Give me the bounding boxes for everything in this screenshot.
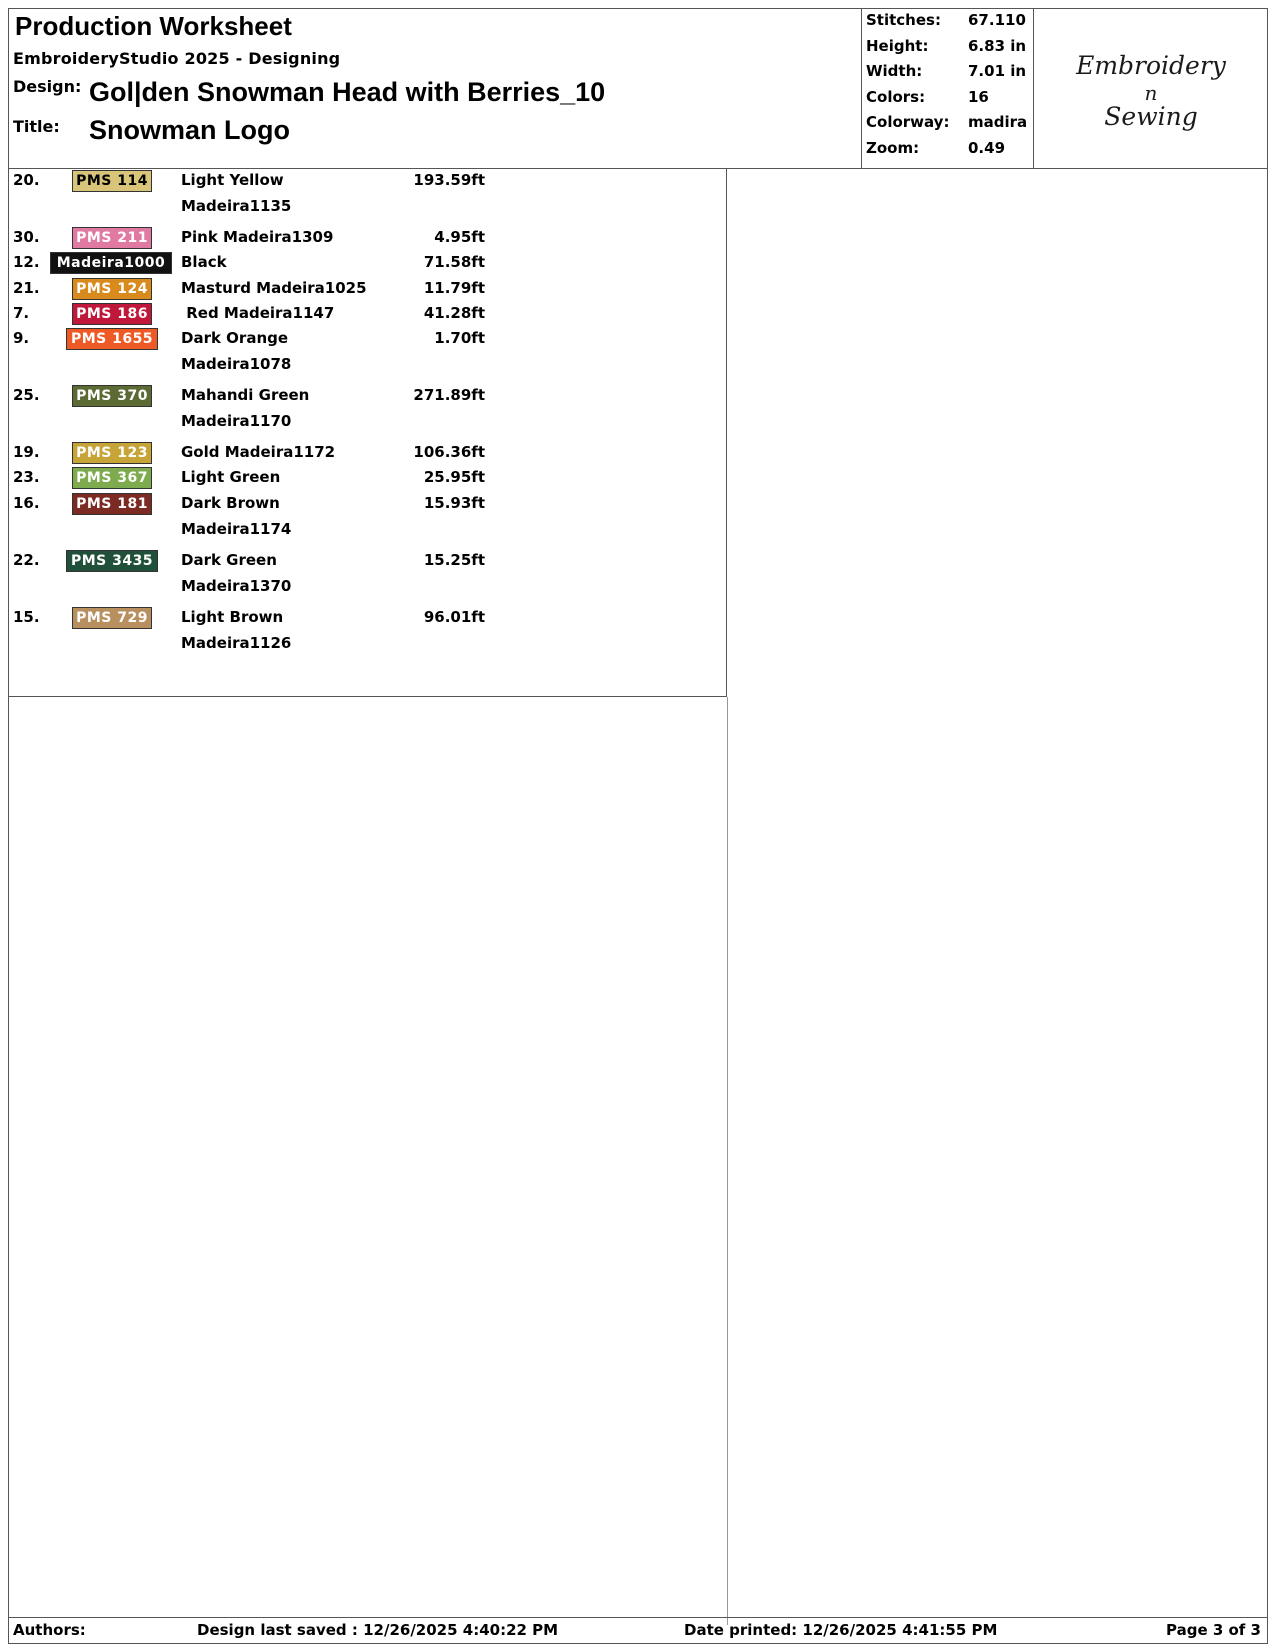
- thread-length: 11.79ft: [423, 279, 485, 297]
- logo-line-2: n: [1144, 81, 1158, 105]
- thread-row: [9, 549, 727, 595]
- thread-number: 30.: [13, 228, 40, 246]
- column-divider: [727, 697, 728, 1625]
- thread-length: 71.58ft: [423, 253, 485, 271]
- stat-value: 16: [968, 88, 989, 106]
- thread-length: 41.28ft: [423, 304, 485, 322]
- thread-row: [9, 441, 727, 467]
- thread-number: 19.: [13, 443, 40, 461]
- thread-length: 25.95ft: [423, 468, 485, 486]
- stat-stitches: [866, 11, 1032, 37]
- thread-row: [9, 384, 727, 430]
- authors-label: Authors:: [13, 1621, 86, 1639]
- thread-length: 15.93ft: [423, 494, 485, 512]
- thread-color-chip: PMS 114: [72, 170, 152, 192]
- thread-name: Dark Brown: [181, 494, 280, 512]
- logo-line-3: Sewing: [1104, 102, 1198, 131]
- thread-name: Light Green: [181, 468, 281, 486]
- thread-name: Gold Madeira1172: [181, 443, 336, 461]
- thread-length: 271.89ft: [413, 386, 485, 404]
- thread-number: 21.: [13, 279, 40, 297]
- thread-row: [9, 277, 727, 303]
- thread-name-line-2: Madeira1135: [181, 197, 292, 215]
- thread-number: 15.: [13, 608, 40, 626]
- thread-name: Red Madeira1147: [181, 304, 335, 322]
- thread-number: 9.: [13, 329, 30, 347]
- thread-color-chip: PMS 211: [72, 227, 152, 249]
- thread-color-chip: PMS 186: [72, 303, 152, 325]
- page-number: Page 3 of 3: [1166, 1621, 1261, 1639]
- thread-number: 12.: [13, 253, 40, 271]
- stat-value: 67.110: [968, 11, 1026, 29]
- stat-label: Colors:: [866, 88, 926, 106]
- thread-number: 7.: [13, 304, 30, 322]
- thread-name: Pink Madeira1309: [181, 228, 334, 246]
- stat-label: Zoom:: [866, 139, 920, 157]
- software-subtitle: EmbroideryStudio 2025 - Designing: [13, 49, 341, 68]
- title-label: Title:: [13, 117, 60, 136]
- thread-name-line-2: Madeira1170: [181, 412, 292, 430]
- thread-name-line-2: Madeira1078: [181, 355, 292, 373]
- thread-color-chip: PMS 1655: [66, 328, 158, 350]
- thread-length: 106.36ft: [413, 443, 485, 461]
- thread-color-chip: PMS 3435: [66, 550, 158, 572]
- stat-label: Width:: [866, 62, 923, 80]
- stat-value: 6.83 in: [968, 37, 1027, 55]
- thread-row: [9, 251, 727, 277]
- thread-name: Mahandi Green: [181, 386, 310, 404]
- thread-name: Masturd Madeira1025: [181, 279, 367, 297]
- thread-color-chip: PMS 370: [72, 385, 152, 407]
- thread-number: 16.: [13, 494, 40, 512]
- thread-number: 23.: [13, 468, 40, 486]
- thread-row: [9, 327, 727, 373]
- thread-number: 20.: [13, 171, 40, 189]
- thread-row: [9, 302, 727, 328]
- thread-length: 96.01ft: [423, 608, 485, 626]
- stat-label: Colorway:: [866, 113, 950, 131]
- thread-row: [9, 492, 727, 538]
- stat-value: 0.49: [968, 139, 1006, 157]
- worksheet-footer: [9, 1617, 1267, 1644]
- stat-value: 7.01 in: [968, 62, 1027, 80]
- thread-row: [9, 226, 727, 252]
- thread-name: Light Brown: [181, 608, 284, 626]
- page-title: Production Worksheet: [15, 11, 292, 41]
- thread-row: [9, 466, 727, 492]
- thread-name: Black: [181, 253, 227, 271]
- worksheet-header: [9, 9, 1267, 169]
- thread-color-chip: Madeira1000: [50, 252, 172, 274]
- thread-name: Light Yellow: [181, 171, 284, 189]
- last-saved: Design last saved : 12/26/2025 4:40:22 PM: [197, 1621, 559, 1639]
- thread-row: [9, 169, 727, 215]
- logo-line-1: Embroidery: [1076, 51, 1226, 80]
- stat-colorway: [866, 113, 1032, 139]
- thread-color-chip: PMS 124: [72, 278, 152, 300]
- thread-length: 193.59ft: [413, 171, 485, 189]
- stat-colors: [866, 88, 1032, 114]
- stat-label: Height:: [866, 37, 929, 55]
- thread-name-line-2: Madeira1126: [181, 634, 292, 652]
- date-printed: Date printed: 12/26/2025 4:41:55 PM: [684, 1621, 998, 1639]
- thread-name: Dark Orange: [181, 329, 289, 347]
- stat-zoom: [866, 139, 1032, 165]
- header-info: [9, 9, 861, 168]
- stat-width: [866, 62, 1032, 88]
- design-name: Gol|den Snowman Head with Berries_10: [89, 77, 606, 107]
- thread-color-chip: PMS 123: [72, 442, 152, 464]
- thread-number: 22.: [13, 551, 40, 569]
- thread-number: 25.: [13, 386, 40, 404]
- thread-name-line-2: Madeira1174: [181, 520, 292, 538]
- thread-row: [9, 606, 727, 652]
- thread-list: [9, 169, 727, 697]
- production-worksheet: [8, 8, 1268, 1644]
- thread-color-chip: PMS 181: [72, 493, 152, 515]
- design-label: Design:: [13, 77, 82, 96]
- stat-value: madira: [968, 113, 1028, 131]
- thread-color-chip: PMS 367: [72, 467, 152, 489]
- brand-logo: [1033, 9, 1267, 168]
- stat-label: Stitches:: [866, 11, 941, 29]
- thread-length: 4.95ft: [434, 228, 485, 246]
- thread-name-line-2: Madeira1370: [181, 577, 292, 595]
- stat-height: [866, 37, 1032, 63]
- thread-color-chip: PMS 729: [72, 607, 152, 629]
- thread-length: 1.70ft: [434, 329, 485, 347]
- design-stats: [861, 9, 1033, 168]
- thread-name: Dark Green: [181, 551, 277, 569]
- thread-length: 15.25ft: [423, 551, 485, 569]
- title-value: Snowman Logo: [89, 115, 290, 145]
